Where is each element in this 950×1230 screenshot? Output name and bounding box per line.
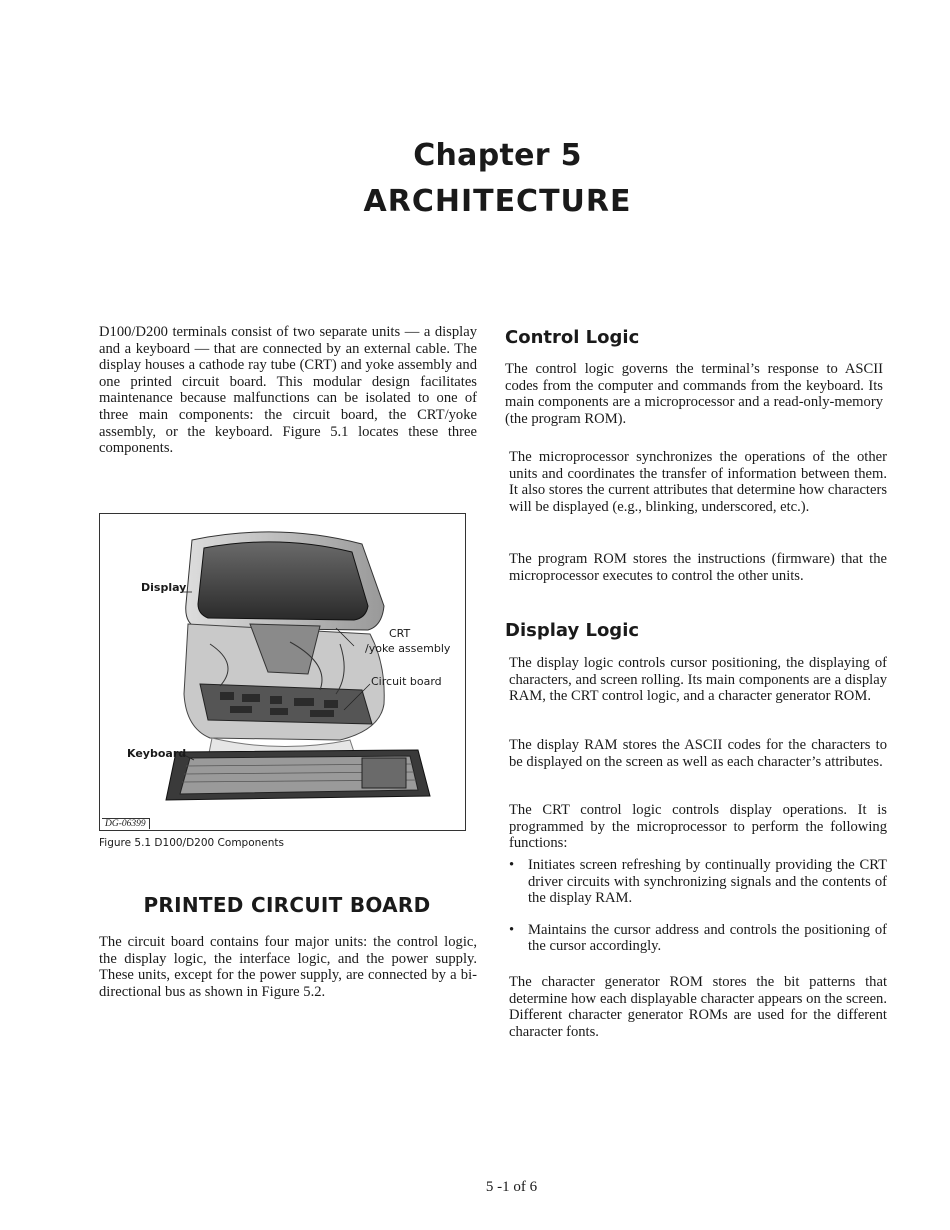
list-item — [509, 857, 887, 907]
bullet-icon: • — [509, 921, 515, 938]
list-item-text: Initiates screen refreshing by continually providing the CRT driver circuits with synchronizing signals and the contents of the display RAM. — [528, 857, 887, 907]
display-logic-paragraph-3: The CRT control logic controls display operations. It is programmed by the microprocessor to perform the following functions: — [509, 802, 887, 852]
crt-screen — [198, 542, 368, 620]
label-keyboard: Keyboard — [127, 747, 187, 760]
list-item — [509, 922, 887, 955]
list-item-text: Maintains the cursor address and controls the positioning of the cursor accordingly. — [528, 921, 887, 955]
label-circuit-board: Circuit board — [371, 675, 442, 688]
bullet-icon: • — [509, 857, 515, 873]
label-display: Display — [141, 581, 187, 594]
label-crt: CRT — [389, 627, 411, 640]
intro-paragraph: D100/D200 terminals consist of two separate units — a display and a keyboard — that are connected by an external cable. The display houses a cathode ray tube (CRT) and yoke assembly and one printed circuit board. This modular design facilitates maintenance because malfunctions can be isolated to one of three main components: the circuit board, the CRT/yoke assembly, or the keyboard. Figure 5.1 locates these three components. — [99, 324, 477, 457]
figure-caption: Figure 5.1 D100/D200 Components — [99, 837, 284, 849]
display-logic-heading: Display Logic — [505, 620, 640, 641]
control-logic-paragraph-3: The program ROM stores the instructions (firmware) that the microprocessor executes to control the other units. — [509, 551, 887, 584]
page-number: 5 -1 of 6 — [485, 1179, 538, 1195]
control-logic-paragraph-2: The microprocessor synchronizes the operations of the other units and coordinates the transfer of information between them. It also stores the current attributes that determine how characters will be displayed (e.g., blinking, underscored, etc.). — [509, 449, 887, 515]
circuit-board — [200, 684, 372, 724]
control-logic-paragraph-1: The control logic governs the terminal’s response to ASCII codes from the computer and commands from the keyboard. Its main components are a microprocessor and a read-only-memory (the program ROM). — [505, 361, 883, 427]
crt-functions-list — [509, 857, 887, 970]
chapter-subtitle: ARCHITECTURE — [363, 184, 632, 219]
display-logic-closing: The character generator ROM stores the bit patterns that determine how each displayable character appears on the screen. Different character generator ROMs are used for the different character fonts. — [509, 974, 887, 1040]
figure-id: DG-06399 — [102, 818, 150, 829]
label-yoke-assembly: /yoke assembly — [365, 642, 451, 655]
terminal-photo-illustration — [100, 514, 465, 830]
pcb-heading: PRINTED CIRCUIT BOARD — [143, 893, 431, 917]
chapter-title: Chapter 5 — [413, 138, 582, 173]
control-logic-heading: Control Logic — [505, 327, 640, 348]
figure-5-1 — [99, 513, 466, 831]
pcb-paragraph: The circuit board contains four major units: the control logic, the display logic, the interface logic, and the power supply. These units, except for the power supply, are connected by a bi-directional bus as shown in Figure 5.2. — [99, 934, 477, 1000]
display-logic-paragraph-1: The display logic controls cursor positioning, the displaying of characters, and screen rolling. Its main components are a display RAM, the CRT control logic, and a character generator ROM. — [509, 655, 887, 705]
display-logic-paragraph-2: The display RAM stores the ASCII codes for the characters to be displayed on the screen as well as each character’s attributes. — [509, 737, 887, 770]
